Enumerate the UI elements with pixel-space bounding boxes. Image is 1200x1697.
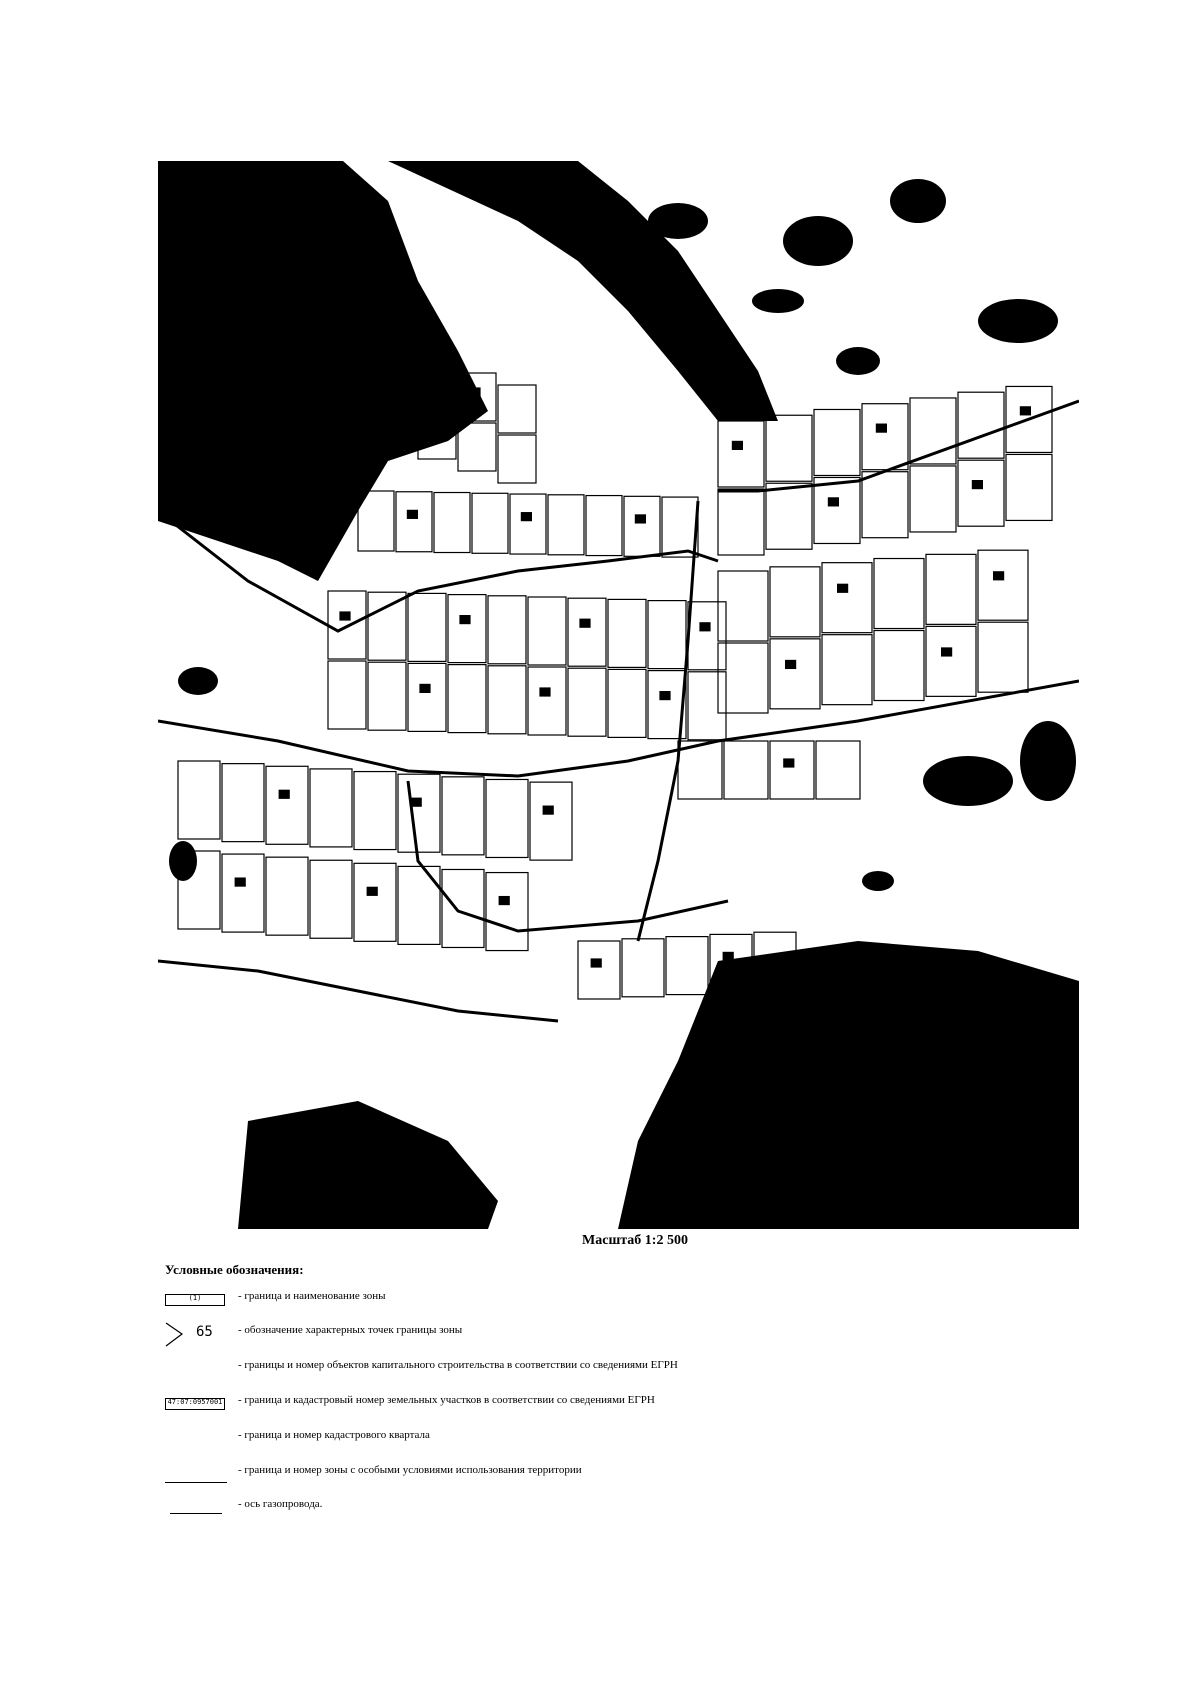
capital-object-symbol — [160, 1357, 232, 1381]
building-footprint — [994, 572, 1004, 580]
building-footprint — [540, 688, 550, 696]
legend-text: - граница и номер зоны с особыми условиями использования территории — [238, 1464, 582, 1476]
legend-text: - обозначение характерных точек границы зоны — [238, 1324, 463, 1336]
gas-pipeline-symbol — [160, 1496, 232, 1520]
building-footprint — [660, 692, 670, 700]
building-footprint — [635, 515, 645, 523]
legend-title: Условные обозначения: — [165, 1262, 304, 1277]
building-footprint — [340, 612, 350, 620]
line-symbol-icon — [170, 1513, 222, 1514]
building-footprint — [420, 684, 430, 692]
point-marker-symbol — [160, 1322, 232, 1346]
building-footprint — [784, 759, 794, 767]
building-footprint — [580, 619, 590, 627]
building-footprint — [460, 616, 470, 624]
cadastral-quarter-symbol — [160, 1427, 232, 1451]
legend-item-parcels — [160, 1392, 1060, 1416]
building-footprint — [786, 660, 796, 668]
legend-item-special-zone — [160, 1462, 1060, 1486]
building-footprint — [700, 623, 710, 631]
building-footprint — [972, 481, 982, 489]
legend-text: - граница и наименование зоны — [238, 1290, 386, 1302]
building-footprint — [723, 952, 733, 960]
special-zone-symbol — [160, 1462, 232, 1486]
zone-box-icon: (1) — [165, 1294, 225, 1306]
legend-item-point — [160, 1322, 1060, 1346]
zone-boundary-symbol — [160, 1288, 232, 1312]
building-footprint — [430, 426, 440, 434]
building-footprint — [470, 388, 480, 396]
building-footprint — [543, 806, 553, 814]
building-footprint — [828, 498, 838, 506]
building-footprint — [279, 790, 289, 798]
building-footprint — [407, 510, 417, 518]
map-scale-label: Масштаб 1:2 500 — [582, 1233, 688, 1248]
legend-item-zone — [160, 1288, 1060, 1312]
legend-text: - граница и номер кадастрового квартала — [238, 1429, 430, 1441]
parcel-symbol — [160, 1392, 232, 1416]
building-footprint — [1020, 407, 1030, 415]
legend-item-cadastral-quarter — [160, 1427, 1060, 1451]
legend-text: - границы и номер объектов капитального строительства в соответствии со сведениями ЕГРН — [238, 1359, 678, 1371]
legend-text: - граница и кадастровый номер земельных участков в соответствии со сведениями ЕГРН — [238, 1394, 655, 1406]
point-number: 65 — [196, 1324, 213, 1340]
orthophoto-cadastral-map — [158, 161, 1079, 1229]
legend-item-gas-pipeline — [160, 1496, 1060, 1520]
building-footprint — [591, 959, 601, 967]
building-footprint — [732, 441, 742, 449]
chevron-marker-icon — [162, 1320, 192, 1348]
legend-item-capital-objects — [160, 1357, 1060, 1381]
building-footprint — [942, 648, 952, 656]
line-symbol-icon — [165, 1482, 227, 1483]
building-footprint — [521, 513, 531, 521]
aerial-map — [158, 161, 1079, 1229]
building-footprint — [235, 878, 245, 886]
building-footprint — [499, 897, 509, 905]
parcel-box-icon: 47:07:0957001 — [165, 1398, 225, 1410]
building-footprint — [838, 584, 848, 592]
building-footprint — [411, 798, 421, 806]
building-footprint — [876, 424, 886, 432]
legend-text: - ось газопровода. — [238, 1498, 323, 1510]
building-footprint — [367, 887, 377, 895]
